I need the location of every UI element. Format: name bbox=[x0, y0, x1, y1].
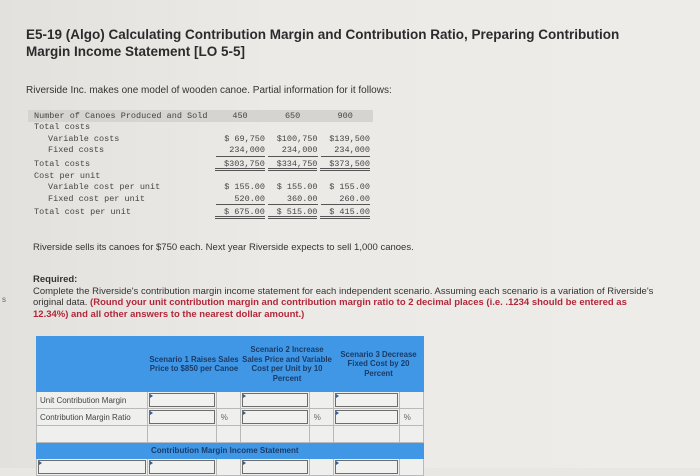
ledger-row-label: Fixed cost per unit bbox=[48, 193, 145, 204]
ledger-row-label: Cost per unit bbox=[34, 170, 101, 181]
ledger-row bbox=[28, 171, 373, 183]
ledger-row bbox=[28, 145, 373, 157]
ledger-cell: $100,750 bbox=[276, 133, 318, 144]
unit-cell bbox=[309, 392, 333, 409]
dropdown-marker-icon bbox=[39, 461, 42, 465]
ledger-cell: $ 155.00 bbox=[329, 182, 371, 192]
scenario-2-header: Scenario 2 Increase Sales Price and Variable Cost per Unit by 10 Percent bbox=[241, 337, 334, 392]
ledger-row-label: Fixed costs bbox=[48, 145, 105, 155]
empty-cell bbox=[309, 459, 333, 476]
section-band-row bbox=[37, 443, 424, 459]
required-heading: Required: bbox=[33, 274, 78, 285]
ledger-cell: $334,750 bbox=[268, 157, 318, 171]
percent-label: % bbox=[309, 409, 333, 426]
ledger-cell: 360.00 bbox=[268, 194, 318, 206]
empty-cell bbox=[148, 426, 217, 443]
band-blank bbox=[37, 443, 148, 459]
scenario-3-header: Scenario 3 Decrease Fixed Cost by 20 Percent bbox=[334, 337, 424, 392]
ledger-row bbox=[28, 157, 373, 171]
input-marker-icon bbox=[150, 394, 153, 398]
scenario-2-cmr-input[interactable] bbox=[241, 409, 310, 426]
ledger-cell: 260.00 bbox=[321, 194, 371, 206]
scenario-3-cmr-input[interactable] bbox=[334, 409, 400, 426]
table-row bbox=[37, 409, 424, 426]
ledger-cell: $ 69,750 bbox=[224, 133, 266, 144]
table-row bbox=[37, 426, 424, 443]
answer-table bbox=[36, 336, 424, 476]
ledger-row-label: Variable costs bbox=[48, 133, 120, 144]
empty-cell bbox=[334, 426, 400, 443]
row-label-unit-cm: Unit Contribution Margin bbox=[37, 392, 148, 409]
ledger-row bbox=[28, 205, 373, 219]
scenario-3-statement-input[interactable] bbox=[334, 459, 400, 476]
input-marker-icon bbox=[336, 461, 339, 465]
table-row bbox=[37, 392, 424, 409]
ledger-row-label: Variable cost per unit bbox=[48, 182, 161, 192]
ledger-cell: $ 155.00 bbox=[224, 182, 266, 192]
scenario-2-ucm-input[interactable] bbox=[241, 392, 310, 409]
sales-paragraph: Riverside sells its canoes for $750 each. Next year Riverside expects to sell 1,000 canoes. bbox=[33, 242, 414, 253]
statement-label-select[interactable] bbox=[37, 459, 148, 476]
required-text: Complete the Riverside's contribution margin income statement for each independent scenario. Assuming each scenario is a variation of Riverside's original data. bbox=[33, 285, 654, 308]
scenario-1-header: Scenario 1 Raises Sales Price to $850 per Canoe bbox=[148, 337, 241, 392]
ledger-cell: 234,000 bbox=[321, 145, 371, 157]
ledger-col-900: 900 bbox=[337, 111, 353, 121]
ledger-cell: 520.00 bbox=[216, 194, 266, 206]
side-mark: s bbox=[2, 295, 6, 304]
ledger-row-label: Total costs bbox=[34, 122, 91, 132]
percent-label: % bbox=[216, 409, 240, 426]
empty-cell bbox=[216, 426, 240, 443]
percent-label: % bbox=[399, 409, 423, 426]
empty-cell bbox=[309, 426, 333, 443]
input-marker-icon bbox=[243, 394, 246, 398]
ledger-cell: $ 675.00 bbox=[215, 205, 265, 219]
ledger-row-label: Total costs bbox=[34, 158, 91, 169]
cost-ledger bbox=[28, 110, 373, 219]
table-row bbox=[37, 459, 424, 476]
cm-income-statement-heading: Contribution Margin Income Statement bbox=[148, 443, 424, 459]
ledger-cell: $ 415.00 bbox=[320, 205, 370, 219]
scenario-1-cmr-input[interactable] bbox=[148, 409, 217, 426]
unit-cell bbox=[399, 392, 423, 409]
ledger-row bbox=[28, 194, 373, 206]
ledger-col-650: 650 bbox=[284, 111, 301, 121]
ledger-cell: 234,000 bbox=[216, 145, 266, 157]
row-label-cm-ratio: Contribution Margin Ratio bbox=[37, 409, 148, 426]
page-title: E5-19 (Algo) Calculating Contribution Margin and Contribution Ratio, Preparing Contribution Margin Income Statement [LO 5-5] bbox=[26, 27, 620, 59]
scenario-3-ucm-input[interactable] bbox=[334, 392, 400, 409]
empty-cell bbox=[241, 426, 310, 443]
input-marker-icon bbox=[150, 411, 153, 415]
empty-cell bbox=[37, 426, 148, 443]
ledger-row bbox=[28, 122, 373, 134]
empty-cell bbox=[399, 459, 423, 476]
scenario-header-row bbox=[37, 337, 424, 392]
ledger-cell: 234,000 bbox=[268, 145, 318, 157]
ledger-header-label: Number of Canoes Produced and Sold bbox=[34, 111, 208, 121]
empty-cell bbox=[216, 459, 240, 476]
ledger-col-450: 450 bbox=[232, 111, 248, 121]
required-section bbox=[33, 274, 663, 320]
input-marker-icon bbox=[336, 394, 339, 398]
header-blank bbox=[37, 337, 148, 392]
ledger-row bbox=[28, 134, 373, 146]
input-marker-icon bbox=[336, 411, 339, 415]
unit-cell bbox=[216, 392, 240, 409]
ledger-header bbox=[28, 110, 373, 122]
scenario-2-statement-input[interactable] bbox=[241, 459, 310, 476]
ledger-cell: $139,500 bbox=[329, 133, 371, 144]
empty-cell bbox=[399, 426, 423, 443]
ledger-cell: $ 515.00 bbox=[268, 205, 318, 219]
ledger-cell: $373,500 bbox=[320, 157, 370, 171]
ledger-row-label: Total cost per unit bbox=[34, 207, 131, 217]
input-marker-icon bbox=[150, 461, 153, 465]
scenario-1-statement-input[interactable] bbox=[148, 459, 217, 476]
ledger-cell: $ 155.00 bbox=[276, 182, 318, 192]
ledger-row bbox=[28, 182, 373, 194]
input-marker-icon bbox=[243, 461, 246, 465]
ledger-cell: $303,750 bbox=[215, 157, 265, 171]
input-marker-icon bbox=[243, 411, 246, 415]
intro-text: Riverside Inc. makes one model of wooden canoe. Partial information for it follows: bbox=[26, 85, 392, 96]
scenario-1-ucm-input[interactable] bbox=[148, 392, 217, 409]
rounding-instruction: (Round your unit contribution margin and contribution margin ratio to 2 decimal places (i.e. .1234 should be entered as 12.34%) and all other answers to the nearest dollar amount.) bbox=[33, 297, 627, 320]
